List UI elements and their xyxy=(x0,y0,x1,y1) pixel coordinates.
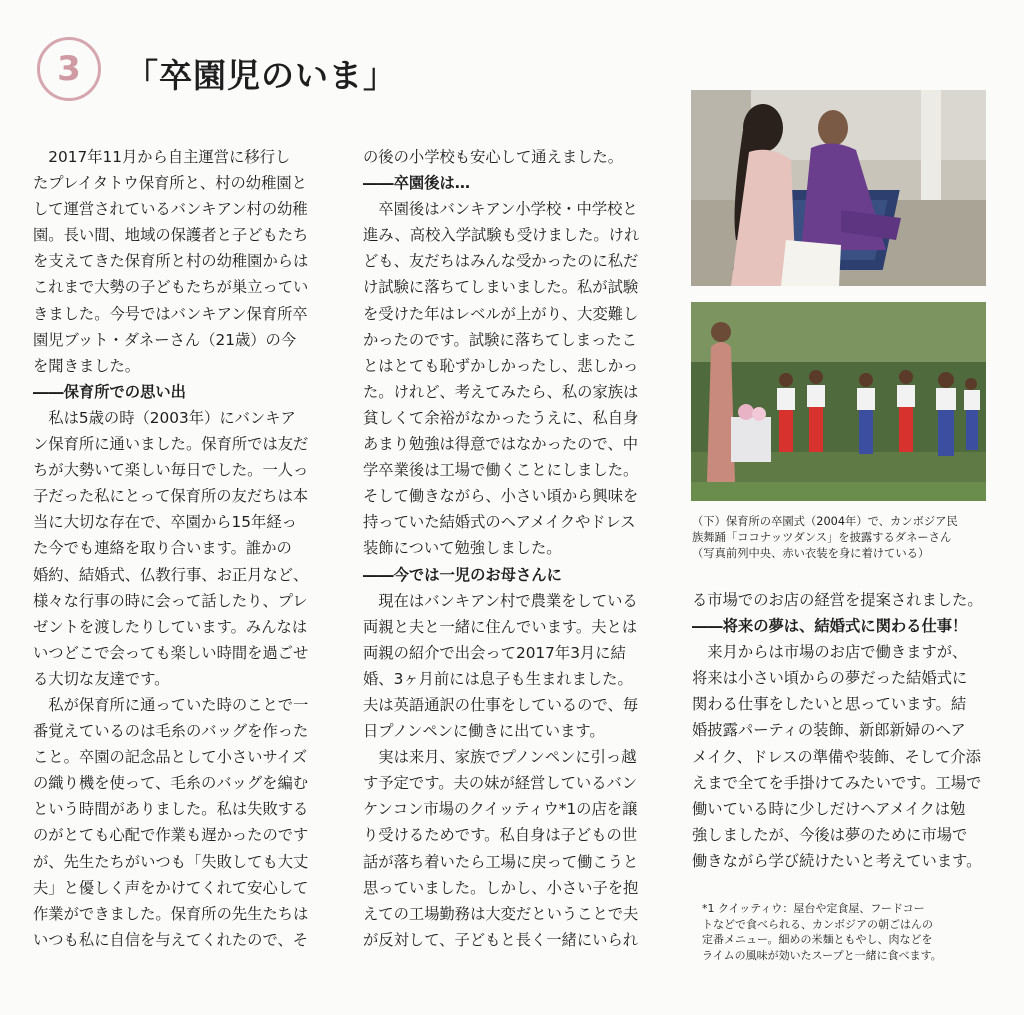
body-text-line: 作業ができました。保育所の先生たちは xyxy=(33,904,309,923)
body-text-line: 働いている時に少しだけヘアメイクは勉 xyxy=(692,799,966,818)
graduation-dance-photo-image xyxy=(691,302,986,501)
body-text-line: のがとても心配で作業も遅かったのです xyxy=(33,826,309,845)
footnote-line: ライムの風味が効いたスープと一緒に食べます。 xyxy=(702,948,942,962)
body-text-line: 婚披露パーティの装飾、新郎新婦のヘア xyxy=(692,721,966,740)
section-number: 3 xyxy=(57,49,81,89)
section-number-badge xyxy=(37,37,101,101)
body-text-line: 日プノンペンに働きに出ています。 xyxy=(363,722,605,741)
section-heading: ――将来の夢は、結婚式に関わる仕事！ xyxy=(692,617,968,636)
body-text-line: 強しましたが、今後は夢のために市場で xyxy=(692,825,968,844)
body-text-line: 私が保育所に通っていた時のことで一 xyxy=(48,695,309,714)
body-text-line: が、先生たちがいつも「失敗しても大丈 xyxy=(33,852,309,871)
body-text-line: を聞きました。 xyxy=(33,356,141,375)
footnote xyxy=(702,901,992,963)
body-text-line: 婚、3ヶ月前には息子も生まれました。 xyxy=(363,669,633,688)
body-text-line: ども、友だちはみんな受かったのに私だ xyxy=(363,252,639,271)
article-column-3 xyxy=(692,587,992,874)
graduation-dance-photo xyxy=(691,302,986,501)
section-heading: ――今では一児のお母さんに xyxy=(363,565,562,584)
body-text-line: 様々な行事の時に会って話したり、プレ xyxy=(33,591,308,610)
body-text-line: ちが大勢いて楽しい毎日でした。一人っ xyxy=(33,461,309,480)
interview-photo xyxy=(691,90,986,286)
body-text-line: これまで大勢の子どもたちが巣立ってい xyxy=(33,278,309,297)
caption-line: （写真前列中央、赤い衣装を身に着けている） xyxy=(692,547,930,561)
body-text-line: 卒園後はバンキアン小学校・中学校と xyxy=(378,200,638,219)
body-text-line: た今でも連絡を取り合います。誰かの xyxy=(33,539,292,558)
interview-photo-image xyxy=(691,90,986,286)
body-text-line: た。けれど、考えてみたら、私の家族は xyxy=(363,382,639,401)
body-text-line: 両親と夫と一緒に住んでいます。夫とは xyxy=(363,617,638,636)
body-text-line: 話が落ち着いたら工場に戻って働こうと xyxy=(363,852,639,871)
body-text-line: かったのです。試験に落ちてしまったこ xyxy=(363,330,637,349)
body-text-line: 現在はバンキアン村で農業をしている xyxy=(378,591,638,610)
body-text-line: いつどこで会っても楽しい時間を過ごせ xyxy=(33,643,309,662)
body-text-line: 装飾について勉強しました。 xyxy=(363,539,562,558)
body-text-line: け試験に落ちてしまいました。私が試験 xyxy=(363,278,639,297)
body-text-line: 学卒業後は工場で働くことにしました。 xyxy=(363,461,639,480)
body-text-line: る市場でのお店の経営を提案されました。 xyxy=(692,591,983,609)
body-text-line: こと。卒園の記念品として小さいサイズ xyxy=(33,748,308,767)
body-text-line: きました。今号ではバンキアン保育所卒 xyxy=(33,304,308,323)
body-text-line: の後の小学校も安心して通えました。 xyxy=(363,148,624,166)
body-text-line: す予定です。夫の妹が経営しているバン xyxy=(363,774,638,793)
footnote-line: トなどで食べられる、カンボジアの朝ごはんの xyxy=(702,917,933,931)
footnote-line: 定番メニュー。細めの米麺ともやし、肉などを xyxy=(702,933,933,947)
body-text-line: 園。長い間、地域の保護者と子どもたち xyxy=(33,226,309,245)
section-heading: ――保育所での思い出 xyxy=(33,382,186,401)
body-text-line: ケンコン市場のクイッティウ*1の店を譲 xyxy=(363,800,638,819)
body-text-line: そして働きながら、小さい頃から興味を xyxy=(363,487,639,506)
body-text-line: 夫は英語通訳の仕事をしているので、毎 xyxy=(363,695,639,714)
caption-line: 族舞踊「ココナッツダンス」を披露するダネーさん xyxy=(692,531,952,545)
article-column-2 xyxy=(363,144,663,953)
body-text-line: 婚約、結婚式、仏教行事、お正月など、 xyxy=(33,565,309,584)
body-text-line: り受けるためです。私自身は子どもの世 xyxy=(363,826,638,845)
body-text-line: いつも私に自信を与えてくれたので、そ xyxy=(33,930,309,949)
body-text-line: 将来は小さい頃からの夢だった結婚式に xyxy=(692,669,968,688)
body-text-line: 私は5歳の時（2003年）にバンキア xyxy=(48,408,296,427)
body-text-line: る大切な友達です。 xyxy=(33,669,170,688)
body-text-line: 実は来月、家族でプノンペンに引っ越 xyxy=(378,748,637,767)
body-text-line: 持っていた結婚式のヘアメイクやドレス xyxy=(363,513,636,532)
caption-line: （下）保育所の卒園式（2004年）で、カンボジア民 xyxy=(692,515,958,528)
article-title: 「卒園児のいま」 xyxy=(125,56,397,95)
body-text-line: 思っていました。しかし、小さい子を抱 xyxy=(363,878,639,897)
body-text-line: えまで全てを手掛けてみたいです。工場で xyxy=(692,773,982,792)
body-text-line: 園児ブット・ダネーさん（21歳）の今 xyxy=(33,330,297,349)
body-text-line: ゼントを渡したりしています。みんなは xyxy=(33,617,308,636)
body-text-line: 貧しくて余裕がなかったうえに、私自身 xyxy=(363,408,639,427)
body-text-line: 夫」と優しく声をかけてくれて安心して xyxy=(33,878,309,897)
body-text-line: 番覚えているのは毛糸のバッグを作った xyxy=(33,722,309,741)
body-text-line: の織り機を使って、毛糸のバッグを編む xyxy=(33,774,309,793)
body-text-line: とはとても恥ずかしかったし、悲しかっ xyxy=(363,356,639,375)
body-text-line: 2017年11月から自主運営に移行し xyxy=(48,148,291,166)
body-text-line: 来月からは市場のお店で働きますが、 xyxy=(707,643,968,662)
body-text-line: 進み、高校入学試験も受けました。けれ xyxy=(363,226,640,245)
body-text-line: 働きながら学び続けたいと考えています。 xyxy=(692,851,982,870)
body-text-line: 関わる仕事をしたいと思っています。結 xyxy=(692,695,967,714)
body-text-line: を受けた年はレベルが上がり、大変難し xyxy=(363,304,639,323)
body-text-line: 子だった私にとって保育所の友だちは本 xyxy=(33,487,309,506)
body-text-line: ン保育所に通いました。保育所では友だ xyxy=(33,435,309,454)
body-text-line: たプレイタトウ保育所と、村の幼稚園と xyxy=(33,174,307,193)
footnote-line: *1 クイッティウ：屋台や定食屋、フードコー xyxy=(702,902,925,915)
body-text-line: メイク、ドレスの準備や装飾、そして介添 xyxy=(692,747,981,766)
body-text-line: という時間がありました。私は失敗する xyxy=(33,800,309,819)
body-text-line: 当に大切な存在で、卒園から15年経っ xyxy=(33,513,297,532)
body-text-line: あまり勉強は得意ではなかったので、中 xyxy=(363,435,639,454)
body-text-line: 両親の紹介で出会って2017年3月に結 xyxy=(363,643,626,662)
body-text-line: が反対して、子どもと長く一緒にいられ xyxy=(363,930,639,949)
article-column-1 xyxy=(33,144,333,953)
photo-caption xyxy=(692,514,992,563)
body-text-line: を支えてきた保育所と村の幼稚園からは xyxy=(33,252,309,271)
body-text-line: して運営されているバンキアン村の幼稚 xyxy=(33,200,308,219)
body-text-line: えての工場勤務は大変だということで夫 xyxy=(363,904,639,923)
section-heading: ――卒園後は… xyxy=(363,174,471,193)
